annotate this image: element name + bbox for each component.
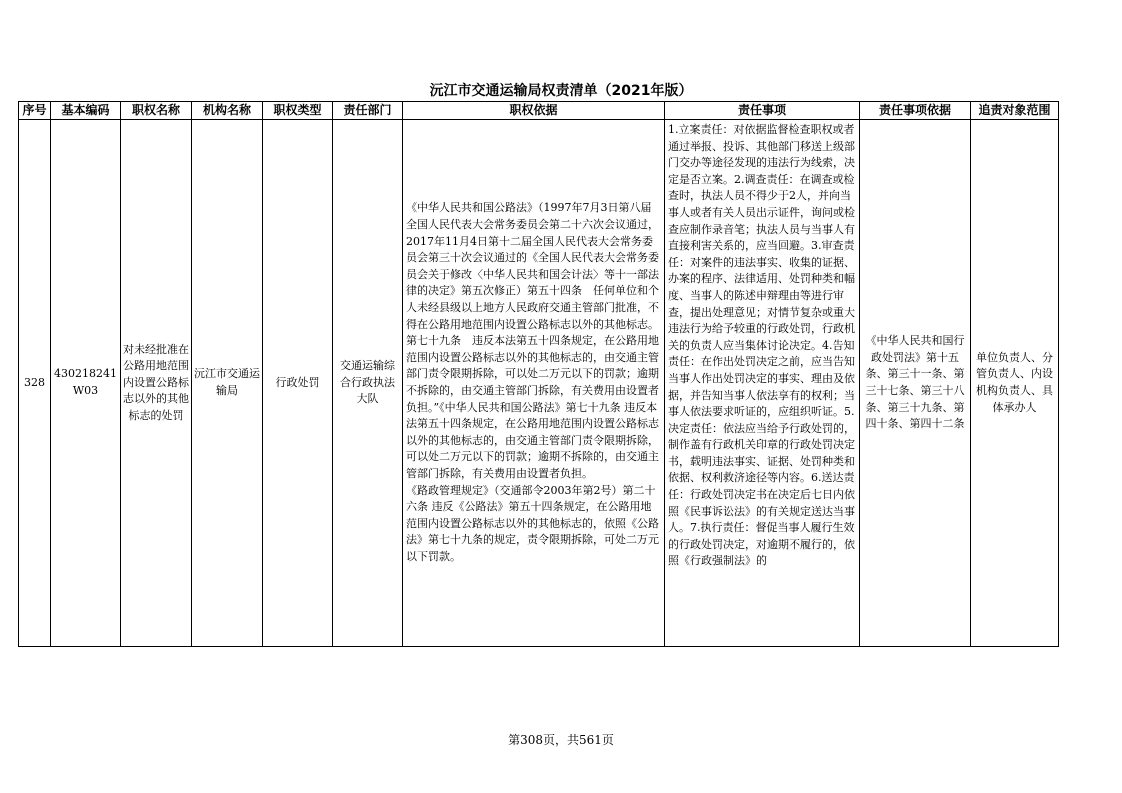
cell-accountable: 单位负责人、分管负责人、内设机构负责人、具体承办人 [971,120,1059,647]
cell-code: 430218241W03 [51,120,121,647]
cell-power-type: 行政处罚 [263,120,333,647]
table-row [19,120,1059,647]
header-row [19,102,1059,120]
header-seq: 序号 [19,102,51,120]
power-responsibility-table [18,101,1059,647]
header-code: 基本编码 [51,102,121,120]
cell-org-name: 沅江市交通运输局 [192,120,263,647]
cell-seq: 328 [19,120,51,647]
header-duty-basis: 责任事项依据 [860,102,971,120]
header-basis: 职权依据 [403,102,665,120]
header-duties: 责任事项 [665,102,860,120]
header-power-type: 职权类型 [263,102,333,120]
page-number: 第308页，共561页 [508,733,614,747]
header-dept: 责任部门 [333,102,403,120]
cell-basis: 《中华人民共和国公路法》（1997年7月3日第八届全国人民代表大会常务委员会第二十六次会议通过，2017年11月4日第十二届全国人民代表大会常务委员会第三十次会议通过的《全国人民代表大会常务委员会关于修改〈中华人民共和国会计法〉等十一部法律的决定》第五次修正）第五十四条 任何单位和个人未经县级以上地方人民政府交通主管部门批准，不得在公路用地范围内设置公路标志以外的其他标志。第七十九条 违反本法第五十四条规定，在公路用地范围内设置公路标志以外的其他标志的，由交通主管部门责令限期拆除，可以处二万元以下的罚款；逾期不拆除的，由交通主管部门拆除，有关费用由设置者负担。”《中华人民共和国公路法》第七十九条 违反本法第五十四条规定，在公路用地范围内设置公路标志以外的其他标志的，由交通主管部门责令限期拆除，可以处二万元以下的罚款；逾期不拆除的，由交通主管部门拆除，有关费用由设置者负担。 《路政管理规定》（交通部令2003年第2号）第二十六条 违反《公路法》第五十四条规定，在公路用地范围内设置公路标志以外的其他标志的，依照《公路法》第七十九条的规定，责令限期拆除，可处二万元以下罚款。 [403,120,665,647]
cell-dept: 交通运输综合行政执法大队 [333,120,403,647]
header-org-name: 机构名称 [192,102,263,120]
cell-duty-basis: 《中华人民共和国行政处罚法》第十五条、第三十一条、第三十七条、第三十八条、第三十九条、第四十条、第四十二条 [860,120,971,647]
cell-duties: 1.立案责任：对依据监督检查职权或者通过举报、投诉、其他部门移送上级部门交办等途径发现的违法行为线索，决定是否立案。2.调查责任：在调查或检查时，执法人员不得少于2人，并向当事人或者有关人员出示证件，询问或检查应制作录音笔；执法人员与当事人有直接利害关系的，应当回避。3.审查责任：对案件的违法事实、收集的证据、办案的程序、法律适用、处罚种类和幅度、当事人的陈述申辩理由等进行审查，提出处理意见；对情节复杂或重大违法行为给予较重的行政处罚，行政机关的负责人应当集体讨论决定。4.告知责任：在作出处罚决定之前，应当告知当事人作出处罚决定的事实、理由及依据，并告知当事人依法享有的权利；当事人依法要求听证的，应组织听证。5.决定责任：依法应当给予行政处罚的，制作盖有行政机关印章的行政处罚决定书，载明违法事实、证据、处罚种类和依据、权利救济途径等内容。6.送达责任：行政处罚决定书在决定后七日内依照《民事诉讼法》的有关规定送达当事人。7.执行责任：督促当事人履行生效的行政处罚决定，对逾期不履行的，依照《行政强制法》的 [665,120,860,647]
page-title: 沅江市交通运输局权责清单（2021年版） [429,83,693,99]
cell-power-name: 对未经批准在公路用地范围内设置公路标志以外的其他标志的处罚 [121,120,192,647]
header-accountable: 追责对象范围 [971,102,1059,120]
header-power-name: 职权名称 [121,102,192,120]
